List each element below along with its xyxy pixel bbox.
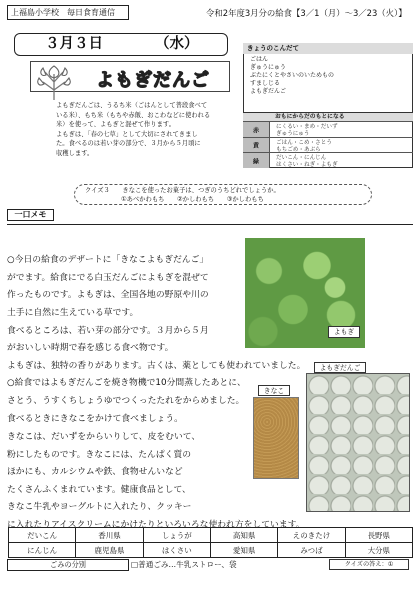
table-cell: 鹿児島県 [76, 543, 143, 558]
memo-line: たくさんふくまれています。健康食品として、 [7, 485, 191, 495]
quiz-answer: クイズの答え：① [329, 559, 409, 570]
memo-line: きなこは、だいずをからいりして、皮をむいて、 [7, 432, 201, 442]
description-line: よもぎは、「春の七草」として大切にされてきまし [56, 130, 198, 138]
description-line: 収穫します。 [56, 149, 94, 157]
group-food: もちごめ・あぶら [276, 147, 321, 154]
quiz-question: クイズ３ きなこを使ったお菓子は、つぎのうちどれでしょうか。 [85, 187, 280, 194]
nutrition-row-yellow [243, 137, 413, 152]
weekday: （水） [155, 36, 199, 52]
menu-item: ぎゅうにゅう [250, 64, 286, 71]
dish-description [56, 101, 230, 158]
date: ３月３日 [45, 36, 103, 52]
garbage-sorting-label: ごみの分別 [7, 559, 129, 571]
menu-item: ごはん [250, 56, 269, 63]
group-label: 赤 [252, 127, 259, 134]
memo-line: 土手に自然に生えている草です。 [7, 308, 139, 318]
memo-line: 食べるところは、若い芽の部分です。３月から５月 [7, 326, 209, 336]
memo-line: ほかにも、カルシウムや鉄、食物せんいなど [7, 467, 183, 477]
description-line: よもぎだんごは、うるち米（ごはんとして普段食べて [56, 102, 208, 109]
produce-origin-table [8, 527, 413, 558]
memo-line: ○給食ではよもぎだんごを焼き物機で10分間蒸したあとに、 [7, 378, 246, 388]
group-food: ぎゅうにゅう [276, 131, 310, 138]
description-line: いる米）、もち米（もちや赤飯、おこわなどに使われる [56, 111, 211, 119]
dango-photo-label: よもぎだんご [314, 362, 366, 373]
description-line: た。食べるのは若い芽の部分で、３月から５月頃に [56, 140, 201, 147]
memo-line: に入れたりアイスクリームにかけたりといろいろな使われ方をしています。 [7, 520, 305, 530]
memo-line: よもぎは、独特の香りがあります。古くは、薬としても使われていました。 [7, 361, 306, 371]
group-label: 黄 [252, 142, 259, 150]
memo-line: 粉にしたものです。きなこには、たんぱく質の [7, 450, 192, 460]
memo-line: ○今日の給食のデザートに「きなこよもぎだんご」 [7, 255, 209, 265]
table-cell: はくさい [143, 543, 210, 558]
menu-item: よもぎだんご [250, 88, 287, 95]
menu-period: 令和2年度3月分の給食【3／1（月）～3／23（火）】 [206, 8, 407, 18]
nutrition-row-red [243, 121, 413, 137]
yomogi-photo-label: よもぎ [328, 326, 360, 338]
memo-line: 作ったものです。よもぎは、全国各地の野原や川の [7, 290, 209, 300]
nutrition-row-green [243, 152, 413, 168]
yomogi-leaf-icon [33, 60, 75, 102]
divider [7, 224, 413, 225]
table-cell: しょうが [143, 528, 210, 543]
table-cell: 大分県 [345, 543, 412, 558]
menu-item: ぶたにくとやさいのいためもの [250, 72, 335, 79]
kinako-photo [253, 397, 299, 479]
school-newsletter-title: 上福島小学校 毎日食育通信 [7, 5, 129, 20]
table-cell: だいこん [9, 528, 76, 543]
dish-name: よもぎだんご [96, 70, 210, 91]
menu-heading: きょうのこんだて [243, 43, 413, 54]
table-cell: 香川県 [76, 528, 143, 543]
memo-line: がおいしい時期で春を感じる食べ物です。 [7, 343, 174, 353]
memo-line: 食べるときにきなこをかけて食べましょう。 [7, 414, 183, 424]
table-cell: にんじん [9, 543, 76, 558]
table-cell: 高知県 [210, 528, 277, 543]
table-cell: えのきたけ [278, 528, 345, 543]
group-food: だいこん・にんじん [276, 155, 327, 161]
table-cell: 長野県 [345, 528, 412, 543]
memo-heading: 一口メモ [7, 209, 54, 221]
table-cell: 愛知県 [210, 543, 277, 558]
menu-list [250, 56, 334, 96]
description-line: 米）を使って、よもぎと混ぜて作ります。 [56, 121, 176, 128]
quiz-box [74, 184, 372, 205]
group-food: はくさい・ねぎ・よもぎ [276, 162, 338, 169]
group-food: にくるい・まめ・だいず [276, 124, 338, 130]
memo-line: がでます。給食にでる白玉だんごによもぎを混ぜて [7, 273, 209, 283]
memo-line: きなこ牛乳やヨーグルトに入れたり、クッキー [7, 502, 192, 512]
yomogi-dango-photo [306, 373, 410, 512]
garbage-sorting-text: □普通ごみ…牛乳ストロー、袋 [131, 560, 237, 569]
group-food: ごはん・こめ・さとう [276, 140, 332, 146]
menu-item: すましじる [250, 80, 281, 87]
table-row [9, 528, 413, 543]
group-label: 緑 [252, 158, 259, 165]
quiz-options: ①あべかわもち ②かしわもち ③かしわもち [121, 196, 264, 203]
nutrition-heading: おもにからだのもとになる [243, 112, 413, 121]
memo-line: さとう、うすくちしょうゆでつくったたれをからめました。 [7, 396, 245, 406]
date-box [14, 33, 228, 56]
table-row [9, 543, 413, 558]
kinako-photo-label: きなこ [258, 385, 290, 396]
table-cell: みつば [278, 543, 345, 558]
